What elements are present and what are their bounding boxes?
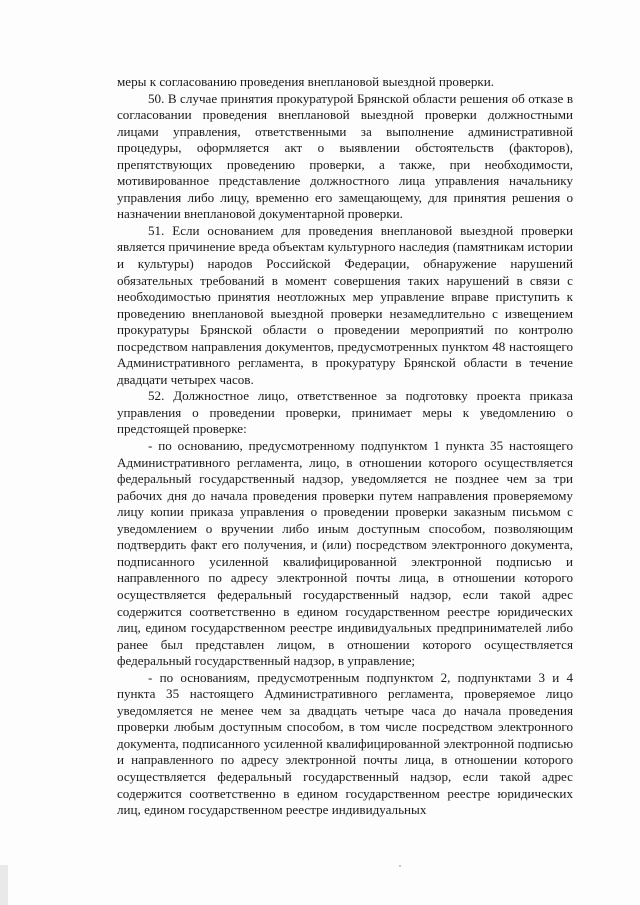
list-item-subpoint-1: - по основанию, предусмотренному подпунктом 1 пункта 35 настоящего Административного регламента, лицо, в отношении которого осуществляется федеральный государственный надзор, уведомляется не позднее чем за три рабочих дня до начала проведения проверки путем направления проверяемому лицу копии приказа управления о проведении проверки заказным письмом с уведомлением о вручении либо иным доступным способом, позволяющим подтвердить факт его получения, и (или) посредством электронного документа, подписанного усиленной квалифицированной электронной подписью и направленного по адресу электронной почты лица, в отношении которого осуществляется федеральный государственный надзор, если такой адрес содержится соответственно в едином государственном реестре юридических лиц, едином государственном реестре индивидуальных предпринимателей либо ранее был представлен лицом, в отношении которого осуществляется федеральный государственный надзор, в управление; — [117, 438, 573, 669]
paragraph-50: 50. В случае принятия прокуратурой Брянской области решения об отказе в согласовании проведения внеплановой выездной проверки должностными лицами управления, ответственными за выполнение административной процедуры, оформляется акт о выявлении обстоятельств (факторов), препятствующих проведению проверки, а также, при необходимости, мотивированное представление должностного лица управления начальнику управления либо лицу, временно его замещающему, для принятия решения о назначении внеплановой документарной проверки. — [117, 90, 573, 222]
paragraph-52: 52. Должностное лицо, ответственное за подготовку проекта приказа управления о проведении проверки, принимает меры к уведомлению о предстоящей проверке: — [117, 388, 573, 437]
scan-speck — [399, 865, 401, 867]
document-body — [117, 74, 573, 819]
paragraph-continuation: меры к согласованию проведения внеплановой выездной проверки. — [117, 74, 495, 89]
scan-edge-shadow — [0, 865, 8, 905]
list-item-subpoints-2-4: - по основаниям, предусмотренным подпунктом 2, подпунктами 3 и 4 пункта 35 настоящего Административного регламента, проверяемое лицо уведомляется не менее чем за двадцать четыре часа до начала проведения проверки любым доступным способом, в том числе посредством электронного документа, подписанного усиленной квалифицированной электронной подписью и направленного по адресу электронной почты лица, в отношении которого осуществляется федеральный государственный надзор, если такой адрес содержится соответственно в едином государственном реестре юридических лиц, едином государственном реестре индивидуальных — [117, 669, 573, 818]
paragraph-51: 51. Если основанием для проведения внеплановой выездной проверки является причинение вреда объектам культурного наследия (памятникам истории и культуры) народов Российской Федерации, обнаружение нарушений обязательных требований в момент совершения таких нарушений в связи с необходимостью принятия неотложных мер управление вправе приступить к проведению внеплановой выездной проверки незамедлительно с извещением прокуратуры Брянской области о проведении мероприятий по контролю посредством направления документов, предусмотренных пунктом 48 настоящего Административного регламента, в прокуратуру Брянской области в течение двадцати четырех часов. — [117, 222, 573, 387]
